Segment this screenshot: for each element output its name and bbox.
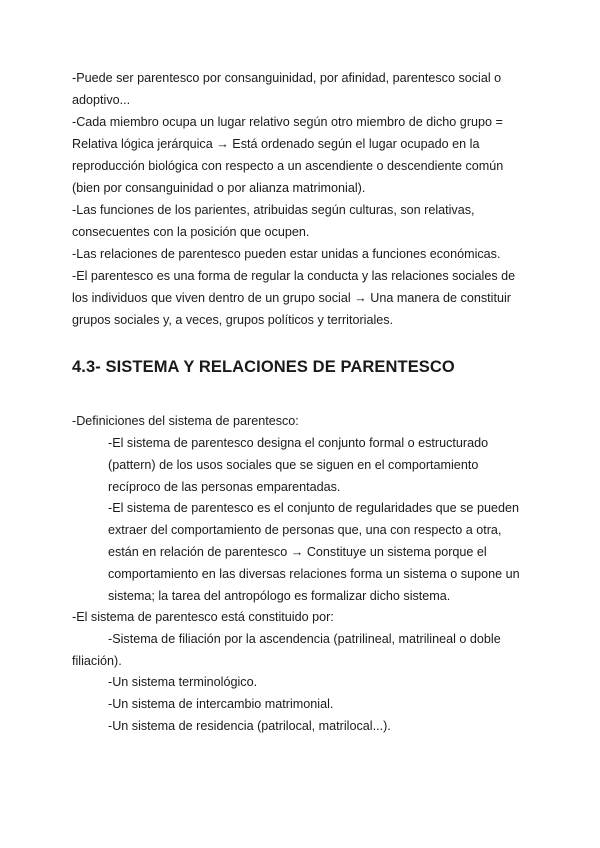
definition-item: -El sistema de parentesco es el conjunto de regularidades que se pueden extraer del comportamiento de personas que, una con respecto a otra, están en relación de parentesco → Constituye un sistema porque el comportamiento en las diversas relaciones forma un sistema o supone un sistema; la tarea del antropólogo es formalizar dicho sistema. xyxy=(108,501,520,603)
constitution-item: -Un sistema de intercambio matrimonial. xyxy=(108,697,334,711)
constitution-item: -Un sistema terminológico. xyxy=(108,675,258,689)
constitution-item: -Sistema de filiación por la ascendencia (patrilineal, matrilineal o doble filiación). xyxy=(72,632,501,668)
paragraph-relative-place: -Cada miembro ocupa un lugar relativo según otro miembro de dicho grupo = Relativa lógica jerárquica → Está ordenado según el lugar ocupado en la reproducción biológica con respecto a un ascendiente o descendiente común (bien por consanguinidad o por alianza matrimonial). xyxy=(72,115,504,195)
definition-item: -El sistema de parentesco designa el conjunto formal o estructurado (pattern) de los usos sociales que se siguen en el comportamiento recíproco de las personas emparentadas. xyxy=(108,436,489,494)
section-heading: 4.3- SISTEMA Y RELACIONES DE PARENTESCO xyxy=(72,358,455,376)
paragraph-kinship-types: -Puede ser parentesco por consanguinidad, por afinidad, parentesco social o adoptivo... xyxy=(72,71,502,107)
paragraph-social-regulation: -El parentesco es una forma de regular la conducta y las relaciones sociales de los individuos que viven dentro de un grupo social → Una manera de constituir grupos sociales y, a veces, grupos políticos y territoriales. xyxy=(72,269,516,327)
paragraph-relative-functions: -Las funciones de los parientes, atribuidas según culturas, son relativas, consecuentes con la posición que ocupen. xyxy=(72,203,475,239)
paragraph-economic-functions: -Las relaciones de parentesco pueden estar unidas a funciones económicas. xyxy=(72,247,501,261)
constitution-intro: -El sistema de parentesco está constituido por: xyxy=(72,610,334,624)
definitions-intro: -Definiciones del sistema de parentesco: xyxy=(72,414,299,428)
constitution-item: -Un sistema de residencia (patrilocal, matrilocal...). xyxy=(108,719,391,733)
